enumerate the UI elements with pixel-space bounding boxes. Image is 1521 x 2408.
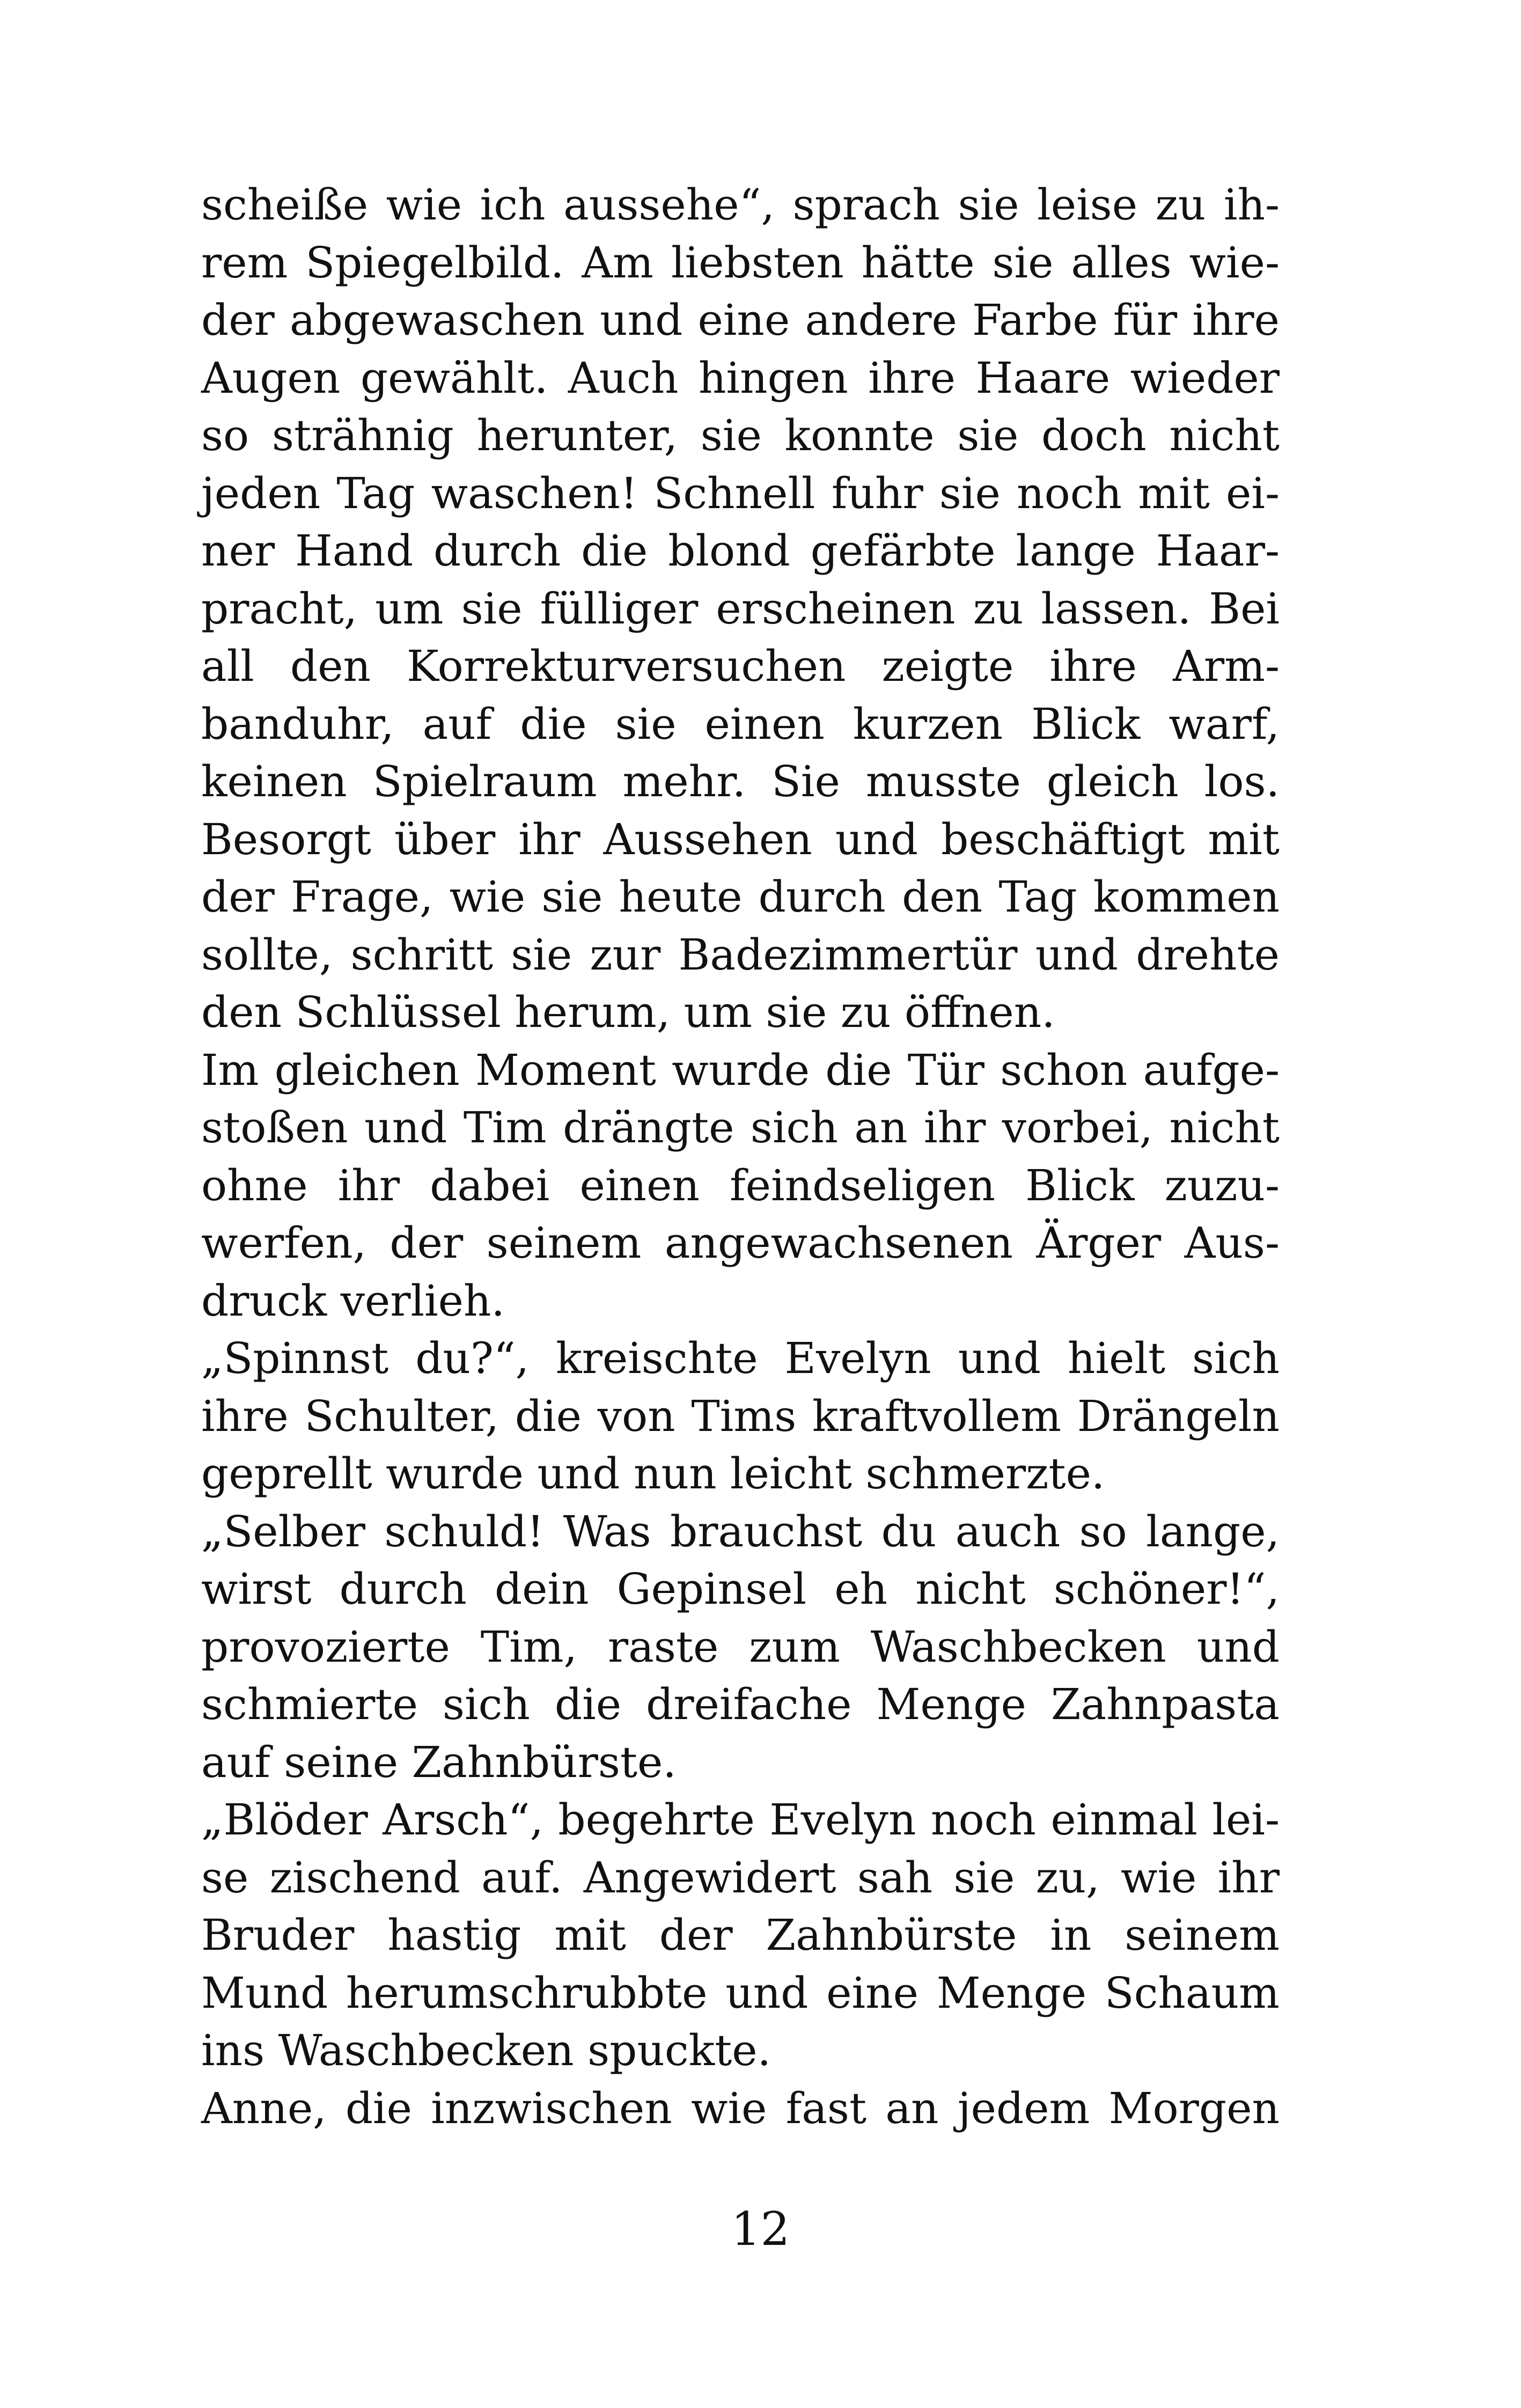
text-line-21: „Spinnst du?“, kreischte Evelyn und hielt sich (201, 1333, 1280, 1383)
text-line-31: Bruder hastig mit der Zahnbürste in seinem (201, 1910, 1280, 1960)
page-number: 12 (731, 2203, 790, 2256)
text-line-4: Augen gewählt. Auch hingen ihre Haare wieder (201, 353, 1280, 403)
text-line-3: der abgewaschen und eine andere Farbe für ihre (201, 295, 1280, 345)
text-line-18: ohne ihr dabei einen feindseligen Blick zuzu- (201, 1160, 1280, 1210)
text-line-23: geprellt wurde und nun leicht schmerzte. (201, 1449, 1105, 1499)
text-line-11: keinen Spielraum mehr. Sie musste gleich los. (201, 757, 1280, 806)
text-line-26: provozierte Tim, raste zum Waschbecken und (201, 1621, 1280, 1672)
text-line-9: all den Korrekturversuchen zeigte ihre Arm- (201, 641, 1280, 691)
text-line-6: jeden Tag waschen! Schnell fuhr sie noch mit ei- (201, 468, 1280, 518)
text-line-28: auf seine Zahnbürste. (201, 1737, 677, 1787)
text-line-10: banduhr, auf die sie einen kurzen Blick warf, (201, 699, 1280, 749)
text-line-34: Anne, die inzwischen wie fast an jedem Morgen (201, 2083, 1280, 2133)
body-text (201, 176, 1280, 2137)
text-line-7: ner Hand durch die blond gefärbte lange Haar- (201, 526, 1280, 576)
text-line-27: schmierte sich die dreifache Menge Zahnpasta (201, 1679, 1280, 1729)
text-line-32: Mund herumschrubbte und eine Menge Schaum (201, 1967, 1280, 2018)
text-line-20: druck verlieh. (201, 1275, 505, 1326)
text-line-29: „Blöder Arsch“, begehrte Evelyn noch einmal lei- (201, 1795, 1280, 1845)
text-line-24: „Selber schuld! Was brauchst du auch so lange, (201, 1506, 1280, 1557)
text-line-12: Besorgt über ihr Aussehen und beschäftigt mit (201, 814, 1280, 864)
text-line-14: sollte, schritt sie zur Badezimmertür und drehte (201, 929, 1280, 980)
text-line-2: rem Spiegelbild. Am liebsten hätte sie alles wie- (201, 237, 1280, 288)
text-line-5: so strähnig herunter, sie konnte sie doch nicht (201, 410, 1280, 460)
text-line-13: der Frage, wie sie heute durch den Tag kommen (201, 872, 1280, 922)
text-line-25: wirst durch dein Gepinsel eh nicht schöner!“, (201, 1564, 1280, 1614)
text-line-1: scheiße wie ich aussehe“, sprach sie leise zu ih- (201, 180, 1280, 230)
text-line-16: Im gleichen Moment wurde die Tür schon aufge- (201, 1045, 1280, 1095)
text-line-22: ihre Schulter, die von Tims kraftvollem Drängeln (201, 1391, 1280, 1441)
text-line-17: stoßen und Tim drängte sich an ihr vorbei, nicht (201, 1103, 1280, 1152)
text-line-30: se zischend auf. Angewidert sah sie zu, wie ihr (201, 1852, 1280, 1903)
text-line-33: ins Waschbecken spuckte. (201, 2025, 771, 2075)
text-line-19: werfen, der seinem angewachsenen Ärger Aus- (201, 1218, 1280, 1268)
text-line-8: pracht, um sie fülliger erscheinen zu lassen. Bei (201, 583, 1280, 634)
text-line-15: den Schlüssel herum, um sie zu öffnen. (201, 987, 1055, 1037)
